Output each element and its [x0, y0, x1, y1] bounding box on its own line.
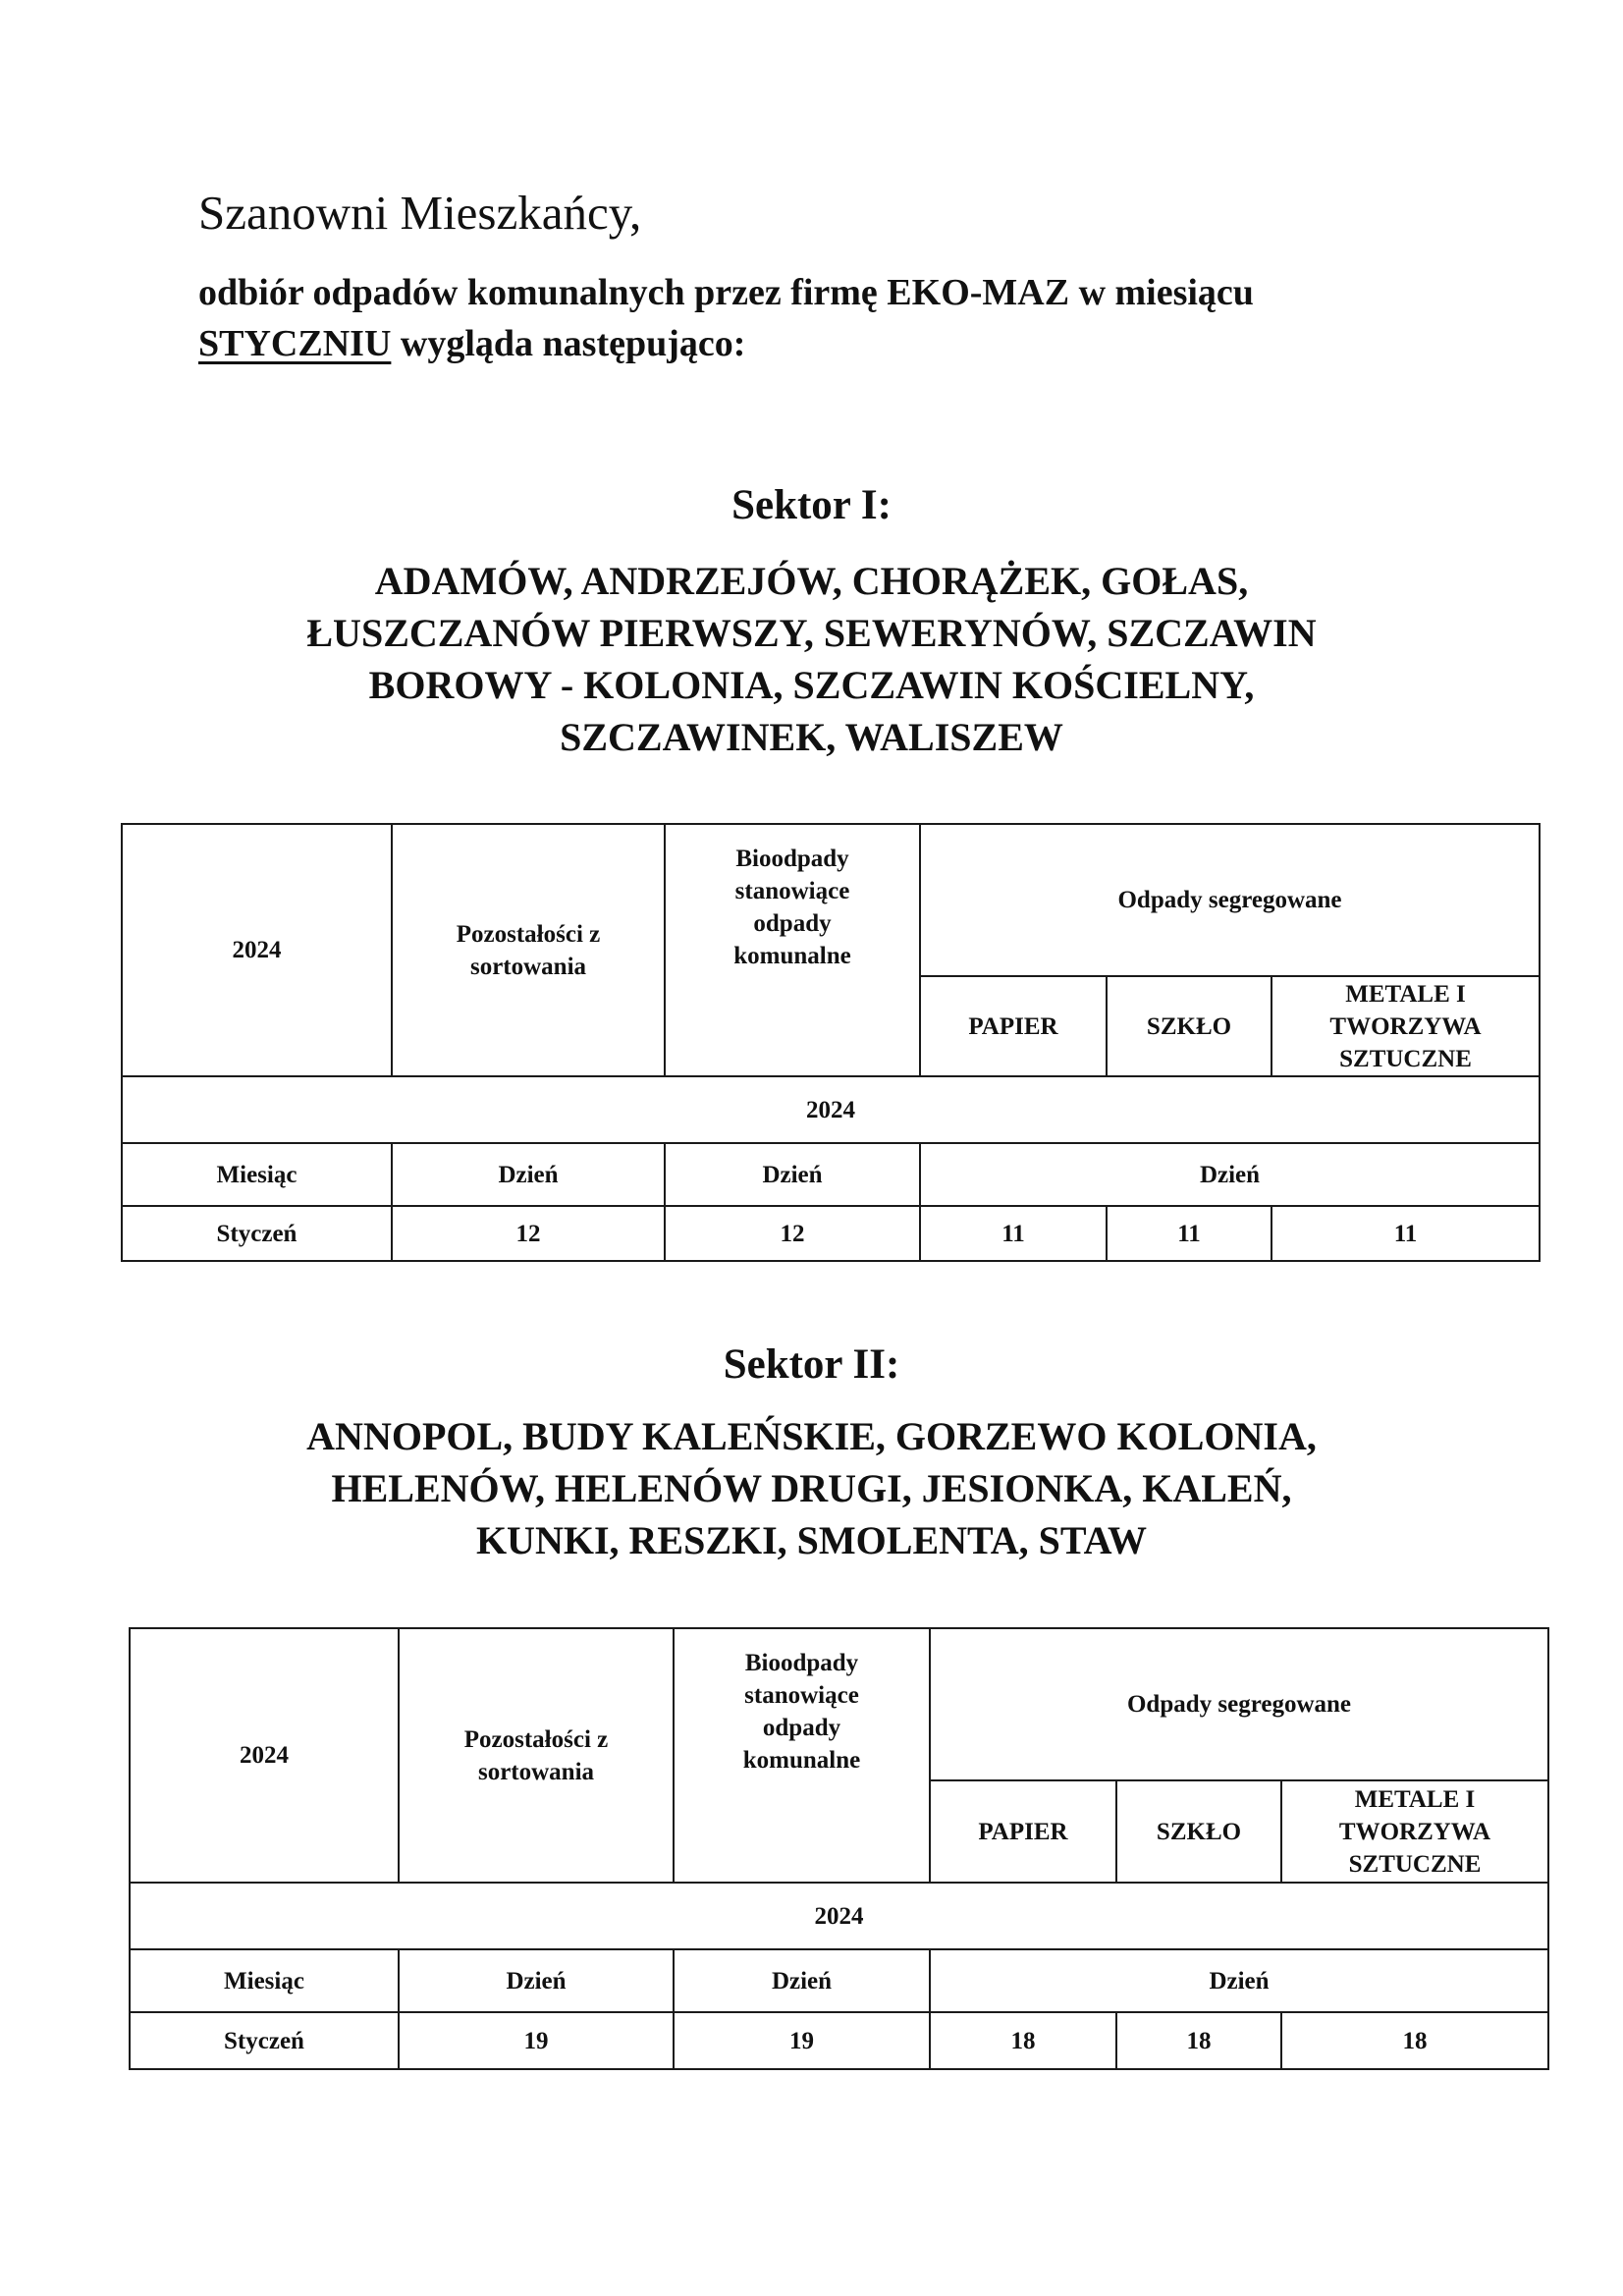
metal-header-line: SZTUCZNE [1339, 1045, 1472, 1072]
sector-2-schedule-table [129, 1627, 1549, 2070]
residual-header-line: Pozostałości z [463, 1725, 609, 1753]
metal-day-cell [1281, 2012, 1548, 2069]
paper-day-cell [920, 1206, 1107, 1261]
bio-header-cell [674, 1628, 930, 1883]
year-header-cell [130, 1628, 399, 1883]
month-cell [122, 1206, 392, 1261]
glass-header: SZKŁO [1146, 1012, 1232, 1040]
bio-header-line: komunalne [742, 1747, 861, 1774]
year-row: 2024 [806, 1096, 855, 1123]
bio-day-cell [674, 2012, 930, 2069]
month-label-cell [122, 1143, 392, 1206]
residual-header-line: sortowania [477, 1758, 595, 1785]
month-label: Miesiąc [216, 1161, 298, 1188]
sector-1-schedule-table [121, 823, 1541, 1262]
year-row-cell [130, 1883, 1548, 1949]
glass-day-cell [1116, 2012, 1281, 2069]
glass-header-cell [1116, 1780, 1281, 1883]
residual-day: 19 [523, 2027, 549, 2054]
bio-header-cell [665, 824, 920, 1076]
glass-day-cell [1107, 1206, 1271, 1261]
paper-header-cell [930, 1780, 1116, 1883]
day-label-cell [392, 1143, 665, 1206]
bio-header-line: odpady [762, 1715, 841, 1741]
sector-2-localities [177, 1410, 1446, 1566]
day-label-cell [665, 1143, 920, 1206]
metal-header-line: METALE I [1345, 980, 1466, 1008]
day-label: Dzień [1199, 1161, 1261, 1188]
intro-line2: wygląda następująco: [391, 323, 746, 364]
metal-header-line: TWORZYWA [1329, 1012, 1482, 1040]
residual-header-cell [399, 1628, 674, 1883]
residual-header-line: sortowania [469, 953, 587, 980]
year-header: 2024 [240, 1742, 289, 1769]
locality-line: ANNOPOL, BUDY KALEŃSKIE, GORZEWO KOLONIA, [306, 1414, 1317, 1458]
year-row: 2024 [814, 1902, 864, 1930]
bio-header-line: Bioodpady [744, 1650, 859, 1676]
paper-header: PAPIER [968, 1012, 1058, 1040]
metal-day-cell [1271, 1206, 1540, 1261]
locality-line: KUNKI, RESZKI, SMOLENTA, STAW [475, 1518, 1148, 1562]
day-label: Dzień [498, 1161, 559, 1188]
locality-line: SZCZAWINEK, WALISZEW [560, 715, 1063, 759]
glass-header-cell [1107, 976, 1271, 1076]
paper-day: 11 [1001, 1220, 1025, 1247]
year-header: 2024 [232, 937, 282, 963]
day-label-cell [920, 1143, 1540, 1206]
intro-text [198, 267, 1475, 369]
segregated-header-cell [920, 824, 1540, 976]
greeting: Szanowni Mieszkańcy, [198, 186, 642, 240]
table-row [130, 2012, 1548, 2069]
intro-month: STYCZNIU [198, 323, 392, 364]
segregated-header: Odpady segregowane [1117, 887, 1342, 913]
day-label-cell [399, 1949, 674, 2012]
paper-day-cell [930, 2012, 1116, 2069]
month-value: Styczeń [216, 1220, 298, 1247]
glass-header: SZKŁO [1156, 1818, 1242, 1845]
metal-header-line: METALE I [1354, 1785, 1476, 1813]
day-label-cell [674, 1949, 930, 2012]
locality-line: ŁUSZCZANÓW PIERWSZY, SEWERYNÓW, SZCZAWIN [306, 611, 1317, 655]
residual-day: 12 [515, 1220, 541, 1247]
sector-2-title: Sektor II: [723, 1341, 900, 1388]
year-row-cell [122, 1076, 1540, 1143]
day-label: Dzień [506, 1967, 567, 1995]
metal-day: 18 [1402, 2027, 1428, 2054]
metal-header-line: SZTUCZNE [1348, 1850, 1482, 1878]
bio-header-line: komunalne [733, 943, 851, 969]
month-label-cell [130, 1949, 399, 2012]
metal-header-line: TWORZYWA [1338, 1818, 1491, 1845]
residual-day-cell [399, 2012, 674, 2069]
glass-day: 11 [1177, 1220, 1201, 1247]
day-label: Dzień [771, 1967, 833, 1995]
bio-header-line: odpady [753, 910, 832, 937]
bio-header-line: stanowiące [744, 1682, 859, 1709]
month-label: Miesiąc [224, 1967, 304, 1995]
bio-day: 12 [780, 1220, 805, 1247]
locality-line: BOROWY - KOLONIA, SZCZAWIN KOŚCIELNY, [368, 663, 1255, 707]
year-header-cell [122, 824, 392, 1076]
paper-day: 18 [1010, 2027, 1036, 2054]
paper-header: PAPIER [978, 1818, 1068, 1845]
bio-day: 19 [789, 2027, 814, 2054]
intro-line1: odbiór odpadów komunalnych przez firmę EKO-MAZ w miesiącu [198, 272, 1254, 313]
residual-header-cell [392, 824, 665, 1076]
month-cell [130, 2012, 399, 2069]
metal-header-cell [1271, 976, 1540, 1076]
glass-day: 18 [1186, 2027, 1212, 2054]
day-label-cell [930, 1949, 1548, 2012]
residual-day-cell [392, 1206, 665, 1261]
bio-header-line: Bioodpady [735, 846, 849, 872]
residual-header-line: Pozostałości z [456, 920, 601, 948]
sector-1-localities [177, 555, 1446, 763]
segregated-header-cell [930, 1628, 1548, 1780]
locality-line: HELENÓW, HELENÓW DRUGI, JESIONKA, KALEŃ, [331, 1466, 1292, 1510]
bio-header-line: stanowiące [734, 878, 850, 904]
metal-day: 11 [1393, 1220, 1418, 1247]
paper-header-cell [920, 976, 1107, 1076]
locality-line: ADAMÓW, ANDRZEJÓW, CHORĄŻEK, GOŁAS, [374, 559, 1249, 603]
segregated-header: Odpady segregowane [1126, 1691, 1352, 1718]
table-row [122, 1206, 1540, 1261]
day-label: Dzień [762, 1161, 823, 1188]
day-label: Dzień [1209, 1967, 1270, 1995]
month-value: Styczeń [224, 2027, 304, 2054]
metal-header-cell [1281, 1780, 1548, 1883]
sector-1-title: Sektor I: [731, 482, 892, 528]
bio-day-cell [665, 1206, 920, 1261]
